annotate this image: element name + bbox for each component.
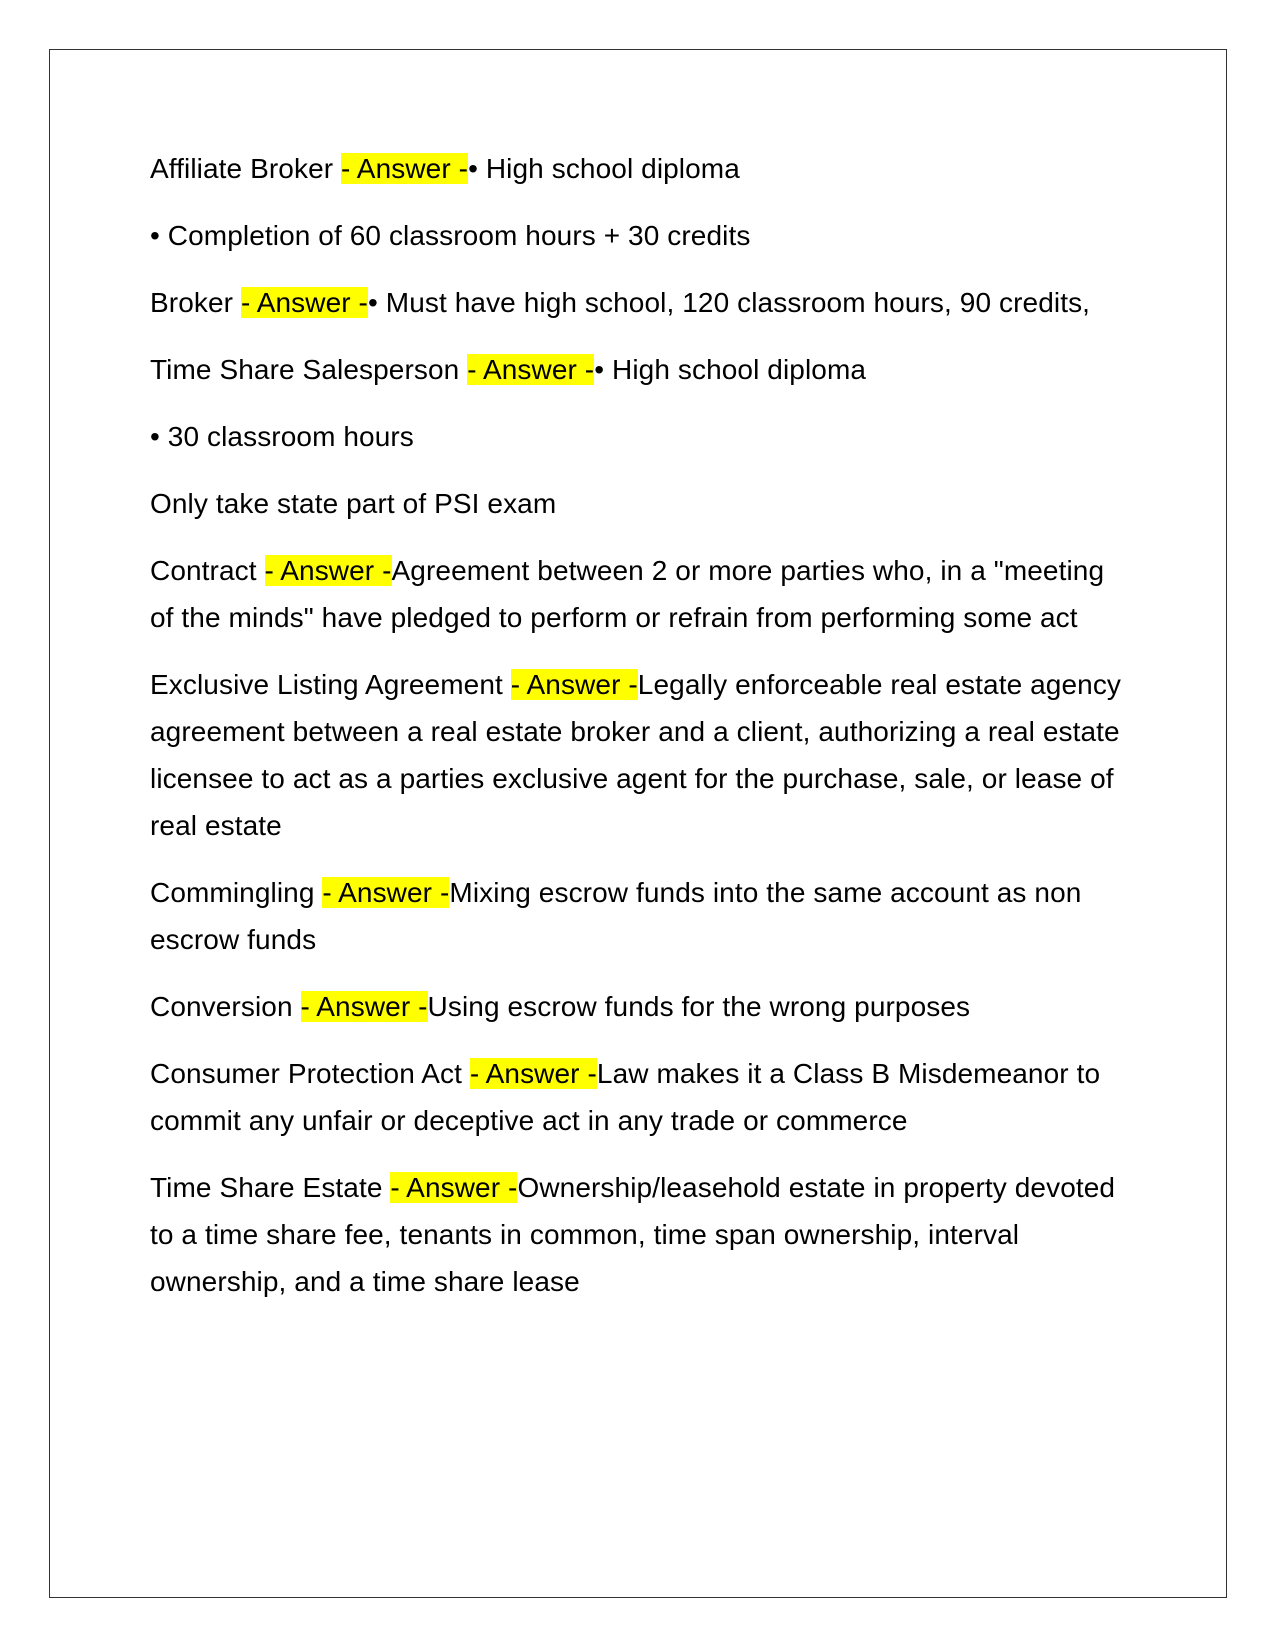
definition: Agreement between 2 or more parties who, in a "meeting of the minds" have pledged to perform or refrain from performing some act (150, 555, 1105, 633)
entry-commingling (150, 869, 1125, 963)
answer-marker: - Answer - (390, 1172, 518, 1203)
definition: Legally enforceable real estate agency agreement between a real estate broker and a client, authorizing a real estate licensee to act as a parties exclusive agent for the purchase, sale, or lease of real estate (150, 669, 1122, 841)
answer-marker: - Answer - (469, 1058, 597, 1089)
answer-marker: - Answer - (322, 877, 450, 908)
entry-completion-hours (150, 212, 1125, 259)
definition: Using escrow funds for the wrong purposes (427, 991, 971, 1022)
answer-marker: - Answer - (341, 153, 469, 184)
term: Affiliate Broker (150, 153, 342, 184)
line-text: • 30 classroom hours (150, 421, 414, 452)
line-text: • Completion of 60 classroom hours + 30 credits (150, 220, 751, 251)
term: Time Share Estate (150, 1172, 391, 1203)
definition: Ownership/leasehold estate in property devoted to a time share fee, tenants in common, time span ownership, interval ownership, and a time share lease (150, 1172, 1116, 1297)
term: Broker (150, 287, 241, 318)
answer-marker: - Answer - (300, 991, 428, 1022)
entry-time-share-estate (150, 1164, 1125, 1305)
entry-exclusive-listing-agreement (150, 661, 1125, 849)
term: Commingling (150, 877, 323, 908)
answer-marker: - Answer - (510, 669, 638, 700)
answer-marker: - Answer - (240, 287, 368, 318)
definition: • High school diploma (468, 153, 740, 184)
term: Consumer Protection Act (150, 1058, 470, 1089)
definition: Law makes it a Class B Misdemeanor to commit any unfair or deceptive act in any trade or commerce (150, 1058, 1101, 1136)
entry-affiliate-broker (150, 145, 1125, 192)
entry-contract (150, 547, 1125, 641)
answer-marker: - Answer - (467, 354, 595, 385)
term: Conversion (150, 991, 301, 1022)
entry-time-share-salesperson (150, 346, 1125, 393)
entry-conversion (150, 983, 1125, 1030)
entry-consumer-protection-act (150, 1050, 1125, 1144)
term: Time Share Salesperson (150, 354, 468, 385)
term: Contract (150, 555, 265, 586)
entry-psi-exam (150, 480, 1125, 527)
definition: • High school diploma (594, 354, 867, 385)
document-body (150, 145, 1125, 1325)
answer-marker: - Answer - (264, 555, 392, 586)
entry-broker (150, 279, 1125, 326)
entry-classroom-hours (150, 413, 1125, 460)
definition: Mixing escrow funds into the same account as non escrow funds (150, 877, 1082, 955)
term: Exclusive Listing Agreement (150, 669, 511, 700)
line-text: Only take state part of PSI exam (150, 488, 557, 519)
definition: • Must have high school, 120 classroom hours, 90 credits, (367, 287, 1091, 318)
